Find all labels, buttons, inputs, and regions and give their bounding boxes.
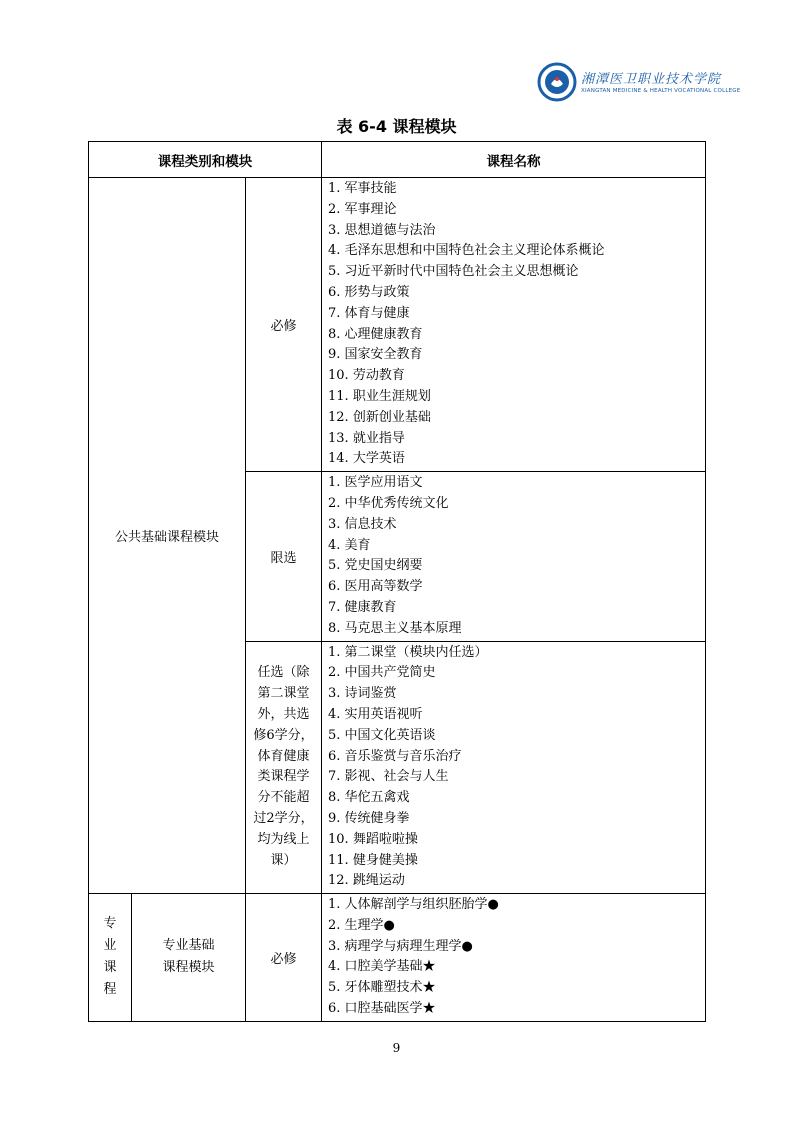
limited-course-list	[322, 472, 706, 641]
label-char: 专	[103, 916, 117, 932]
note-line: 过2学分，	[253, 810, 314, 826]
list-item: 13. 就业指导	[328, 430, 405, 446]
table-header-row	[89, 142, 706, 178]
list-item: 4. 毛泽东思想和中国特色社会主义理论体系概论	[328, 243, 605, 259]
list-item: 1. 第二课堂（模块内任选）	[328, 644, 488, 660]
label-char: 程	[103, 982, 117, 998]
note-line: 分不能超	[257, 790, 310, 806]
table-row	[89, 894, 706, 1022]
limited-label: 限选	[246, 472, 322, 641]
list-item: 2. 中华优秀传统文化	[328, 495, 449, 511]
list-item: 14. 大学英语	[328, 451, 405, 467]
module-line: 专业基础	[162, 938, 215, 954]
list-item: 7. 体育与健康	[328, 305, 410, 321]
label-char: 业	[103, 938, 117, 954]
list-item: 7. 影视、社会与人生	[328, 769, 449, 785]
list-item: 12. 创新创业基础	[328, 409, 431, 425]
public-module-cell: 公共基础课程模块	[89, 178, 246, 894]
major-course-list	[322, 894, 706, 1022]
list-item: 2. 军事理论	[328, 201, 397, 217]
list-item: 8. 马克思主义基本原理	[328, 620, 462, 636]
list-item: 3. 诗词鉴赏	[328, 686, 397, 702]
list-item: 11. 健身健美操	[328, 852, 418, 868]
list-item: 2. 中国共产党简史	[328, 665, 436, 681]
college-emblem-icon	[537, 62, 577, 102]
list-item: 6. 音乐鉴赏与音乐治疗	[328, 748, 462, 764]
list-item: 3. 病理学与病理生理学●	[328, 938, 473, 954]
list-item: 12. 跳绳运动	[328, 873, 405, 889]
list-item: 5. 党史国史纲要	[328, 558, 423, 574]
list-item: 10. 舞蹈啦啦操	[328, 831, 418, 847]
note-line: 任选（除	[257, 665, 310, 681]
list-item: 4. 口腔美学基础★	[328, 959, 436, 975]
note-line: 修6学分，	[253, 727, 314, 743]
required-course-list	[322, 178, 706, 472]
list-item: 1. 医学应用语文	[328, 475, 423, 491]
note-line: 均为线上	[257, 831, 310, 847]
list-item: 6. 形势与政策	[328, 284, 410, 300]
list-item: 10. 劳动教育	[328, 368, 405, 384]
major-course-label	[89, 894, 132, 1022]
table-row	[89, 178, 706, 472]
list-item: 9. 国家安全教育	[328, 347, 423, 363]
label-char: 课	[103, 960, 117, 976]
list-item: 2. 生理学●	[328, 917, 395, 933]
note-line: 类课程学	[257, 769, 310, 785]
list-item: 5. 中国文化英语谈	[328, 727, 436, 743]
list-item: 4. 实用英语视听	[328, 706, 423, 722]
list-item: 3. 信息技术	[328, 516, 397, 532]
module-line: 课程模块	[162, 960, 215, 976]
list-item: 1. 军事技能	[328, 181, 397, 196]
list-item: 4. 美育	[328, 537, 371, 553]
list-item: 8. 心理健康教育	[328, 326, 423, 342]
list-item: 5. 习近平新时代中国特色社会主义思想概论	[328, 264, 579, 280]
list-item: 3. 思想道德与法治	[328, 222, 436, 238]
list-item: 7. 健康教育	[328, 599, 397, 615]
list-item: 11. 职业生涯规划	[328, 388, 431, 404]
table-title: 表 6-4 课程模块	[336, 117, 457, 136]
major-basic-module	[132, 894, 246, 1022]
list-item: 5. 牙体雕塑技术★	[328, 980, 436, 996]
elective-course-list	[322, 641, 706, 894]
course-module-table	[88, 141, 706, 1022]
elective-note	[246, 641, 322, 894]
list-item: 6. 口腔基础医学★	[328, 1001, 436, 1017]
college-logo	[537, 60, 741, 110]
header-course-name: 课程名称	[322, 142, 706, 178]
note-line: 体育健康	[257, 748, 310, 764]
list-item: 6. 医用高等数学	[328, 579, 423, 595]
note-line: 课）	[270, 852, 297, 868]
list-item: 8. 华佗五禽戏	[328, 790, 410, 806]
list-item: 9. 传统健身拳	[328, 810, 410, 826]
college-name: 湘潭医卫职业技术学院	[581, 72, 722, 87]
major-required-label: 必修	[246, 894, 322, 1022]
required-label: 必修	[246, 178, 322, 472]
college-english-name: XIANGTAN MEDICINE & HEALTH VOCATIONAL COLLEGE	[581, 88, 741, 94]
note-line: 外，共选	[257, 706, 310, 722]
note-line: 第二课堂	[257, 686, 310, 702]
list-item: 1. 人体解剖学与组织胚胎学●	[328, 897, 499, 913]
header-category: 课程类别和模块	[89, 142, 322, 178]
page-number: 9	[392, 1041, 401, 1055]
